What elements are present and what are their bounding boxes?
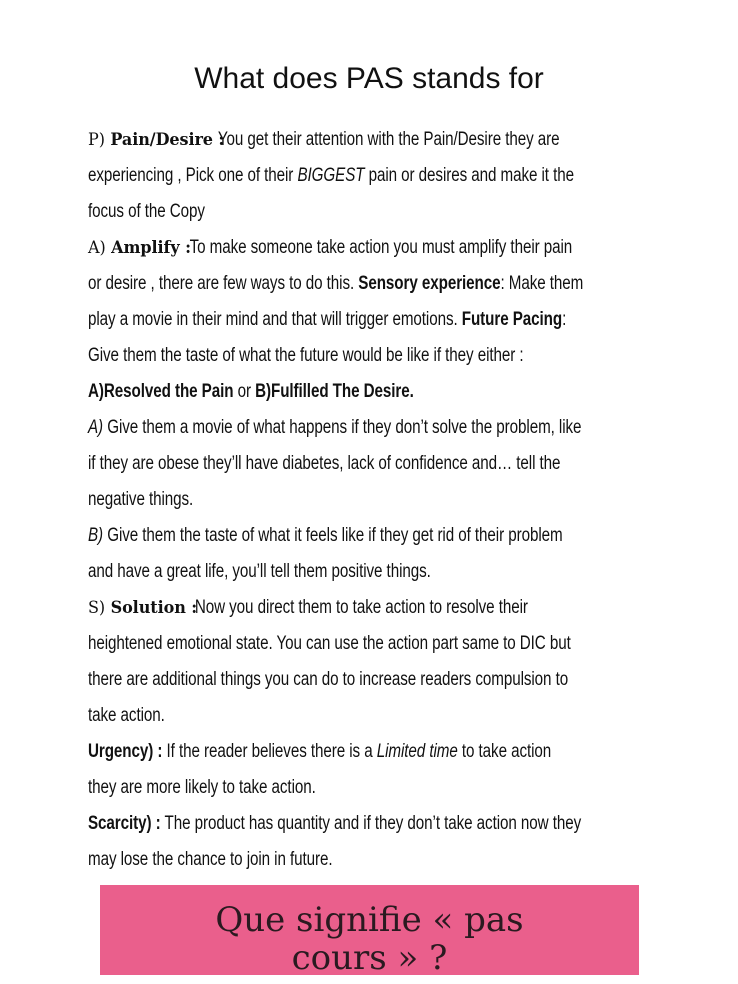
banner-line-1: Que signifie « pas (215, 900, 524, 940)
sub-b-line-2 (88, 554, 544, 590)
solution-term: Solution : (110, 598, 198, 618)
amplify-line-5 (88, 374, 544, 410)
sub-a-text-2: if they are obese they’ll have diabetes, lack of confidence and… tell the (88, 453, 561, 474)
amplify-line-2 (88, 266, 584, 302)
solution-line-3 (88, 662, 569, 698)
scarcity-label: Scarcity) : (88, 813, 161, 834)
pain-heading (88, 122, 224, 158)
sub-a-text-1: Give them a movie of what happens if they don’t solve the problem, like (107, 417, 582, 438)
sub-b-line-1 (88, 518, 563, 554)
solution-line-1 (88, 590, 544, 626)
urgency-text-2: they are more likely to take action. (88, 777, 316, 798)
amplify-line-3 (88, 302, 567, 338)
amplify-line-1 (88, 230, 573, 266)
pain-text-1: You get their attention with the Pain/Desire they are (217, 129, 560, 150)
solution-text-3: there are additional things you can do to increase readers compulsion to (88, 669, 569, 690)
document-body (88, 122, 658, 878)
pain-text-2c: pain or desires and make it the (368, 165, 574, 186)
pain-biggest: BIGGEST (297, 165, 365, 186)
amplify-text-2c: : Make them (500, 273, 584, 294)
banner-line-2: cours » ? (291, 938, 448, 978)
solution-heading (88, 590, 197, 626)
solution-letter: S) (88, 598, 106, 618)
pain-line-1 (88, 122, 560, 158)
solution-text-1: Now you direct them to take action to resolve their (194, 597, 528, 618)
sub-a-text-3: negative things. (88, 489, 194, 510)
pain-term: Pain/Desire : (110, 130, 225, 150)
scarcity-text-2: may lose the chance to join in future. (88, 849, 333, 870)
pain-text-2a: experiencing , Pick one of their (88, 165, 294, 186)
sub-a-label: A) (88, 417, 104, 438)
solution-line-2 (88, 626, 571, 662)
amplify-text-3a: play a movie in their mind and that will trigger emotions. (88, 309, 458, 330)
amplify-term: Amplify : (111, 238, 191, 258)
amplify-heading (88, 230, 191, 266)
fulfilled-desire: B)Fulfilled The Desire. (255, 381, 414, 402)
pain-letter: P) (88, 130, 105, 150)
solution-line-4 (88, 698, 544, 734)
sub-b-text-1: Give them the taste of what it feels like if they get rid of their problem (107, 525, 563, 546)
pain-text-3: focus of the Copy (88, 201, 205, 222)
solution-text-4: take action. (88, 705, 165, 726)
sensory-experience: Sensory experience (358, 273, 501, 294)
scarcity-line-2 (88, 842, 544, 878)
urgency-text-1a: If the reader believes there is a (166, 741, 373, 762)
amplify-text-2a: or desire , there are few ways to do this. (88, 273, 355, 294)
page-title: What does PAS stands for (194, 62, 544, 95)
amplify-text-3c: : (562, 309, 567, 330)
resolved-pain: A)Resolved the Pain (88, 381, 234, 402)
amplify-text-1: To make someone take action you must amplify their pain (189, 237, 573, 258)
scarcity-line-1 (88, 806, 582, 842)
future-pacing: Future Pacing (461, 309, 563, 330)
pain-line-2 (88, 158, 574, 194)
sub-b-label: B) (88, 525, 104, 546)
amplify-letter: A) (88, 238, 106, 258)
urgency-text-1c: to take action (461, 741, 552, 762)
question-banner (100, 885, 639, 978)
scarcity-text-1: The product has quantity and if they don’t take action now they (164, 813, 582, 834)
urgency-line-1 (88, 734, 552, 770)
limited-time: Limited time (376, 741, 458, 762)
urgency-label: Urgency) : (88, 741, 163, 762)
amplify-line-4 (88, 338, 544, 374)
amplify-text-4: Give them the taste of what the future would be like if they either : (88, 345, 524, 366)
or-text: or (237, 381, 251, 402)
sub-a-line-3 (88, 482, 544, 518)
pain-line-3 (88, 194, 544, 230)
sub-a-line-1 (88, 410, 582, 446)
sub-a-line-2 (88, 446, 561, 482)
solution-text-2: heightened emotional state. You can use the action part same to DIC but (88, 633, 571, 654)
sub-b-text-2: and have a great life, you’ll tell them positive things. (88, 561, 431, 582)
urgency-line-2 (88, 770, 544, 806)
